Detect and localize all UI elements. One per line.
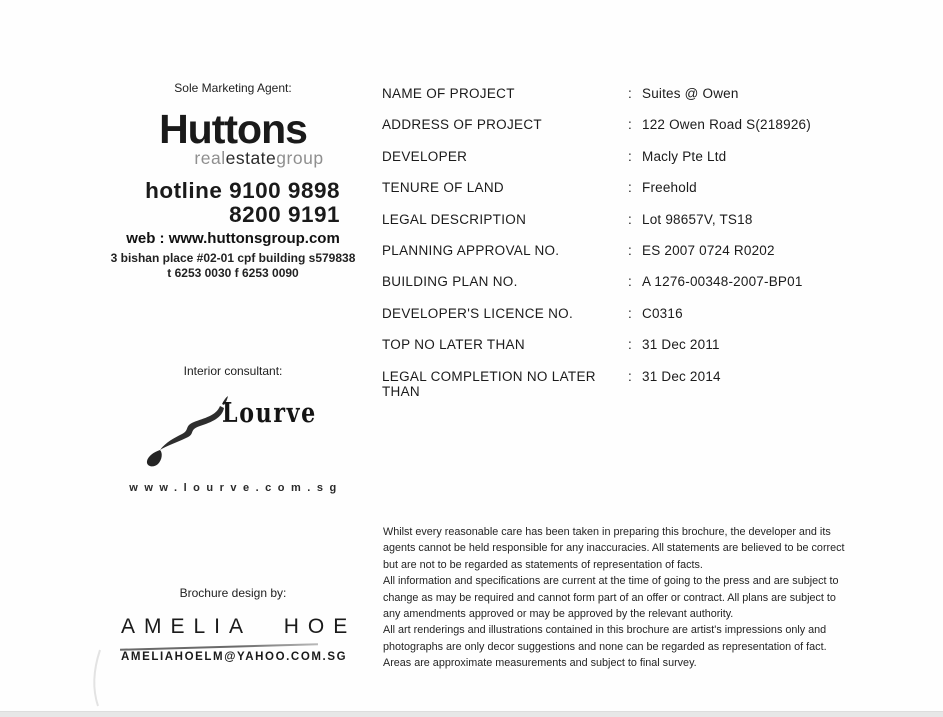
lourve-logo-word: Lourve [222,398,317,429]
tagline-group: group [276,148,324,168]
huttons-phone-fax: t 6253 0030 f 6253 0090 [167,266,299,280]
hotline-line-2: 8200 9191 [229,202,340,227]
fact-separator: : [628,274,632,290]
fact-label: ADDRESS OF PROJECT [382,117,542,133]
fact-label: TOP NO LATER THAN [382,337,525,353]
fact-value: C0316 [642,305,683,321]
fact-separator: : [628,148,632,164]
fact-row-name [382,86,822,117]
designer-underline-divider [120,643,318,650]
fact-value: Lot 98657V, TS18 [642,211,753,227]
fact-label: NAME OF PROJECT [382,86,515,101]
fact-label: DEVELOPER'S LICENCE NO. [382,305,574,321]
fact-value: ES 2007 0724 R0202 [642,242,775,258]
fact-row-tenure [382,180,822,211]
brochure-design-heading: Brochure design by: [179,586,287,600]
fact-value: 31 Dec 2011 [642,337,720,353]
project-facts-table [382,86,822,400]
disclaimer-line: change as may be required and cannot form part of an offer or contract. All plans are subject to [383,591,836,604]
fact-value: A 1276-00348-2007-BP01 [642,274,803,290]
disclaimer-line: any amendments approved or may be approved by the relevant authority. [383,608,734,621]
fact-separator: : [628,305,632,321]
fact-label: BUILDING PLAN NO. [382,274,518,290]
fact-row-legal-description [382,212,822,243]
huttons-address: 3 bishan place #02-01 cpf building s579838 [110,251,356,265]
fact-separator: : [628,337,632,353]
designer-email: AMELIAHOELM@YAHOO.COM.SG [121,651,348,663]
disclaimer-line: All art renderings and illustrations contained in this brochure are artist's impressions only and [383,624,827,637]
fact-separator: : [628,242,632,258]
fact-separator: : [628,211,632,227]
hotline-line-1: hotline 9100 9898 [145,178,340,203]
fact-value: Suites @ Owen [642,86,739,101]
fact-value: Freehold [642,180,697,196]
fact-row-developers-licence [382,306,822,337]
fact-row-developer [382,149,822,180]
hotline-numbers [95,179,340,227]
tagline-estate: estate [225,148,277,168]
disclaimer-line: agents cannot be held responsible for any inaccuracies. All statements are believed to be correct [383,542,845,555]
huttons-logo: Huttons [159,106,307,152]
designer-name: AMELIA HOE [121,615,357,638]
disclaimer-line: photographs are only decor suggestions and none can be regarded as representation of fact. [383,640,827,653]
fact-value: 31 Dec 2014 [642,368,721,384]
interior-consultant-heading: Interior consultant: [183,364,283,378]
fact-separator: : [628,180,632,196]
fact-separator: : [628,368,632,384]
disclaimer-line: but are not to be regarded as statements of representation of facts. [383,558,703,571]
fact-label: LEGAL DESCRIPTION [382,211,527,227]
fact-label: TENURE OF LAND [382,180,504,196]
fact-row-legal-completion [382,369,822,400]
sole-marketing-agent-heading: Sole Marketing Agent: [174,81,292,95]
fact-label: DEVELOPER [382,148,468,164]
fact-row-building-plan [382,274,822,305]
tagline-real: real [194,148,226,168]
fact-value: Macly Pte Ltd [642,148,727,164]
huttons-website: web : www.huttonsgroup.com [126,230,340,247]
disclaimer-line: Areas are approximate measurements and subject to final survey. [383,657,697,670]
fact-separator: : [628,117,632,133]
fact-row-planning-approval [382,243,822,274]
scan-crease-artifact [86,648,116,708]
disclaimer-line: All information and specifications are current at the time of going to the press and are subject to [383,575,839,588]
fact-value: 122 Owen Road S(218926) [642,117,811,133]
scan-edge-shadow [0,711,943,717]
lourve-website: www.lourve.com.sg [129,482,343,494]
fact-label: LEGAL COMPLETION NO LATER THAN [382,368,596,399]
disclaimer-text [383,524,845,672]
huttons-logo-tagline [80,148,386,169]
disclaimer-line: Whilst every reasonable care has been taken in preparing this brochure, the developer and its [383,526,831,538]
fact-row-top [382,337,822,368]
fact-separator: : [628,86,632,101]
fact-label: PLANNING APPROVAL NO. [382,242,560,258]
fact-row-address [382,117,822,148]
